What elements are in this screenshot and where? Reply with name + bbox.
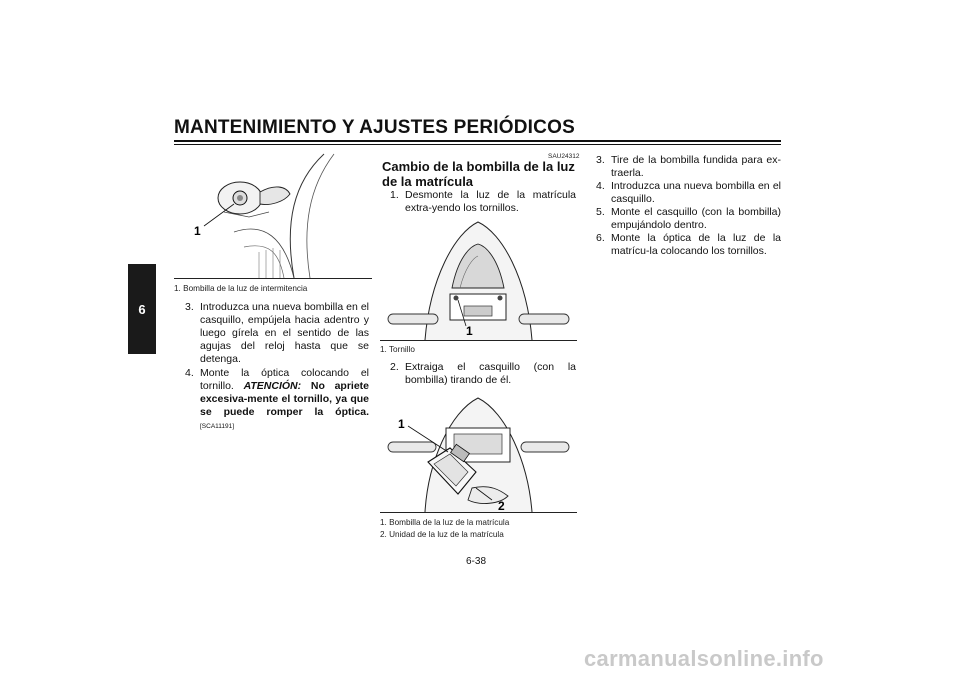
step-item: 1. Desmonte la luz de la matrícula extra-yendo los tornillos. — [390, 189, 576, 214]
page-number: 6-38 — [466, 556, 487, 567]
callout-1: 1 — [466, 324, 473, 338]
right-steps — [596, 154, 781, 258]
watermark[interactable]: carmanualsonline.info — [584, 646, 824, 671]
callout-1: 1 — [398, 417, 405, 431]
figure-caption: 2. Unidad de la luz de la matrícula — [380, 530, 504, 539]
section-title: Cambio de la bombilla de la luz de la matrícula — [382, 159, 575, 189]
license-light-bulb-illustration — [380, 392, 577, 512]
step-item: 5. Monte el casquillo (con la bombilla) empujándolo dentro. — [596, 206, 781, 231]
step-item: 4. Monte la óptica colocando el tornillo. ATENCIÓN: No apriete excesiva-mente el tornillo, ya que se puede romper la óptica. [SCA11191] — [185, 367, 369, 430]
step-item: 4. Introduzca una nueva bombilla en el casquillo. — [596, 180, 781, 205]
header-rule — [174, 140, 781, 142]
header-rule-thin — [174, 144, 781, 145]
license-light-figure-2 — [380, 392, 577, 513]
chapter-tab: 6 — [128, 264, 156, 354]
figure-caption: 1. Tornillo — [380, 345, 415, 354]
warning-code: [SCA11191] — [200, 423, 235, 430]
license-light-screw-illustration — [380, 218, 577, 340]
section-code: SAU24312 — [548, 153, 580, 160]
warning-label: ATENCIÓN: — [243, 380, 302, 392]
step-item: 6. Monte la óptica de la luz de la matrícu-la colocando los tornillos. — [596, 232, 781, 257]
step-item: 3. Introduzca una nueva bombilla en el casquillo, empújela hacia adentro y luego gírela en el sentido de las agujas del reloj hasta que se detenga. — [185, 301, 369, 365]
figure-caption: 1. Bombilla de la luz de la matrícula — [380, 518, 510, 527]
callout-2: 2 — [498, 499, 505, 512]
license-light-figure-1 — [380, 218, 577, 341]
callout-1: 1 — [194, 224, 201, 238]
turn-signal-illustration — [174, 152, 372, 278]
turn-signal-figure — [174, 152, 372, 279]
step-item: 3. Tire de la bombilla fundida para ex-traerla. — [596, 154, 781, 179]
middle-step-1 — [390, 189, 576, 215]
warning-text: No apriete excesiva-mente el tornillo, ya que se puede romper la óptica. — [200, 380, 369, 418]
middle-step-2 — [390, 361, 576, 387]
page-title: MANTENIMIENTO Y AJUSTES PERIÓDICOS — [174, 117, 575, 138]
step-item: 2. Extraiga el casquillo (con la bombilla) tirando de él. — [390, 361, 576, 386]
figure-caption: 1. Bombilla de la luz de intermitencia — [174, 284, 308, 293]
left-steps — [185, 301, 369, 433]
